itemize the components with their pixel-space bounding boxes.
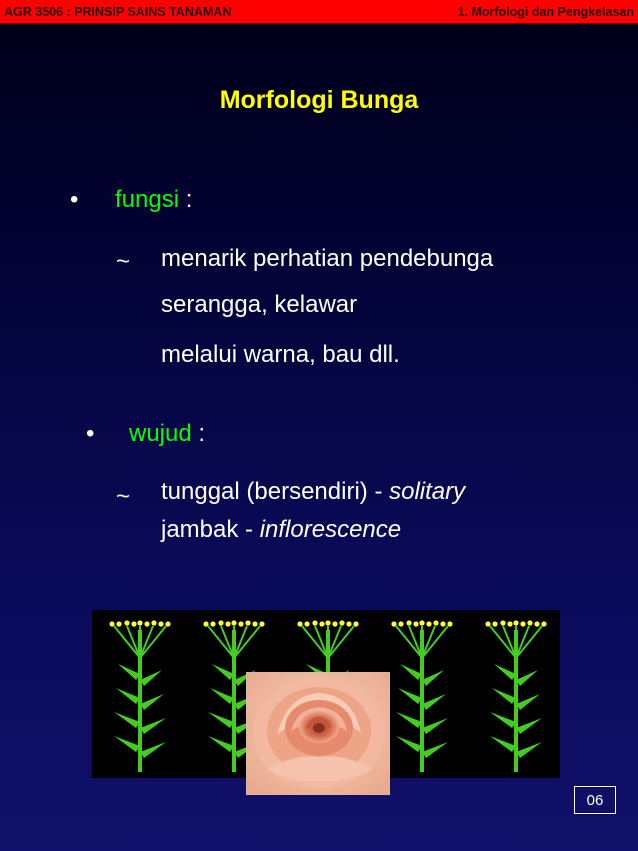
fungsi-line-1: menarik perhatian pendebunga	[161, 245, 494, 272]
term-wujud-row	[129, 420, 205, 448]
wujud-line-1-italic: solitary	[389, 478, 466, 505]
bullet-fungsi: •	[70, 186, 79, 213]
term-fungsi-row	[115, 186, 192, 214]
tilde-fungsi: ~	[116, 248, 131, 275]
page-number: 06	[574, 786, 616, 814]
wujud-line-1	[161, 478, 465, 506]
term-wujud: wujud	[129, 420, 192, 447]
term-fungsi: fungsi	[115, 186, 180, 213]
colon-fungsi: :	[179, 186, 193, 213]
wujud-line-2-text: jambak -	[161, 516, 260, 543]
fungsi-line-2: serangga, kelawar	[161, 291, 358, 318]
wujud-line-1-text: tunggal (bersendiri) -	[161, 478, 390, 505]
bullet-wujud: •	[86, 420, 95, 447]
course-title: AGR 3506 : PRINSIP SAINS TANAMAN	[4, 4, 232, 19]
slide-title: Morfologi Bunga	[219, 86, 419, 114]
tilde-wujud: ~	[116, 483, 131, 510]
wujud-line-2	[161, 516, 401, 544]
rose-photo	[246, 672, 390, 795]
fungsi-line-3: melalui warna, bau dll.	[161, 341, 400, 368]
chapter-title: 1. Morfologi dan Pengkelasan	[457, 4, 634, 19]
colon-wujud: :	[191, 420, 206, 447]
wujud-line-2-italic: inflorescence	[259, 516, 402, 543]
slide-header	[0, 0, 638, 24]
rose-svg	[247, 673, 390, 795]
